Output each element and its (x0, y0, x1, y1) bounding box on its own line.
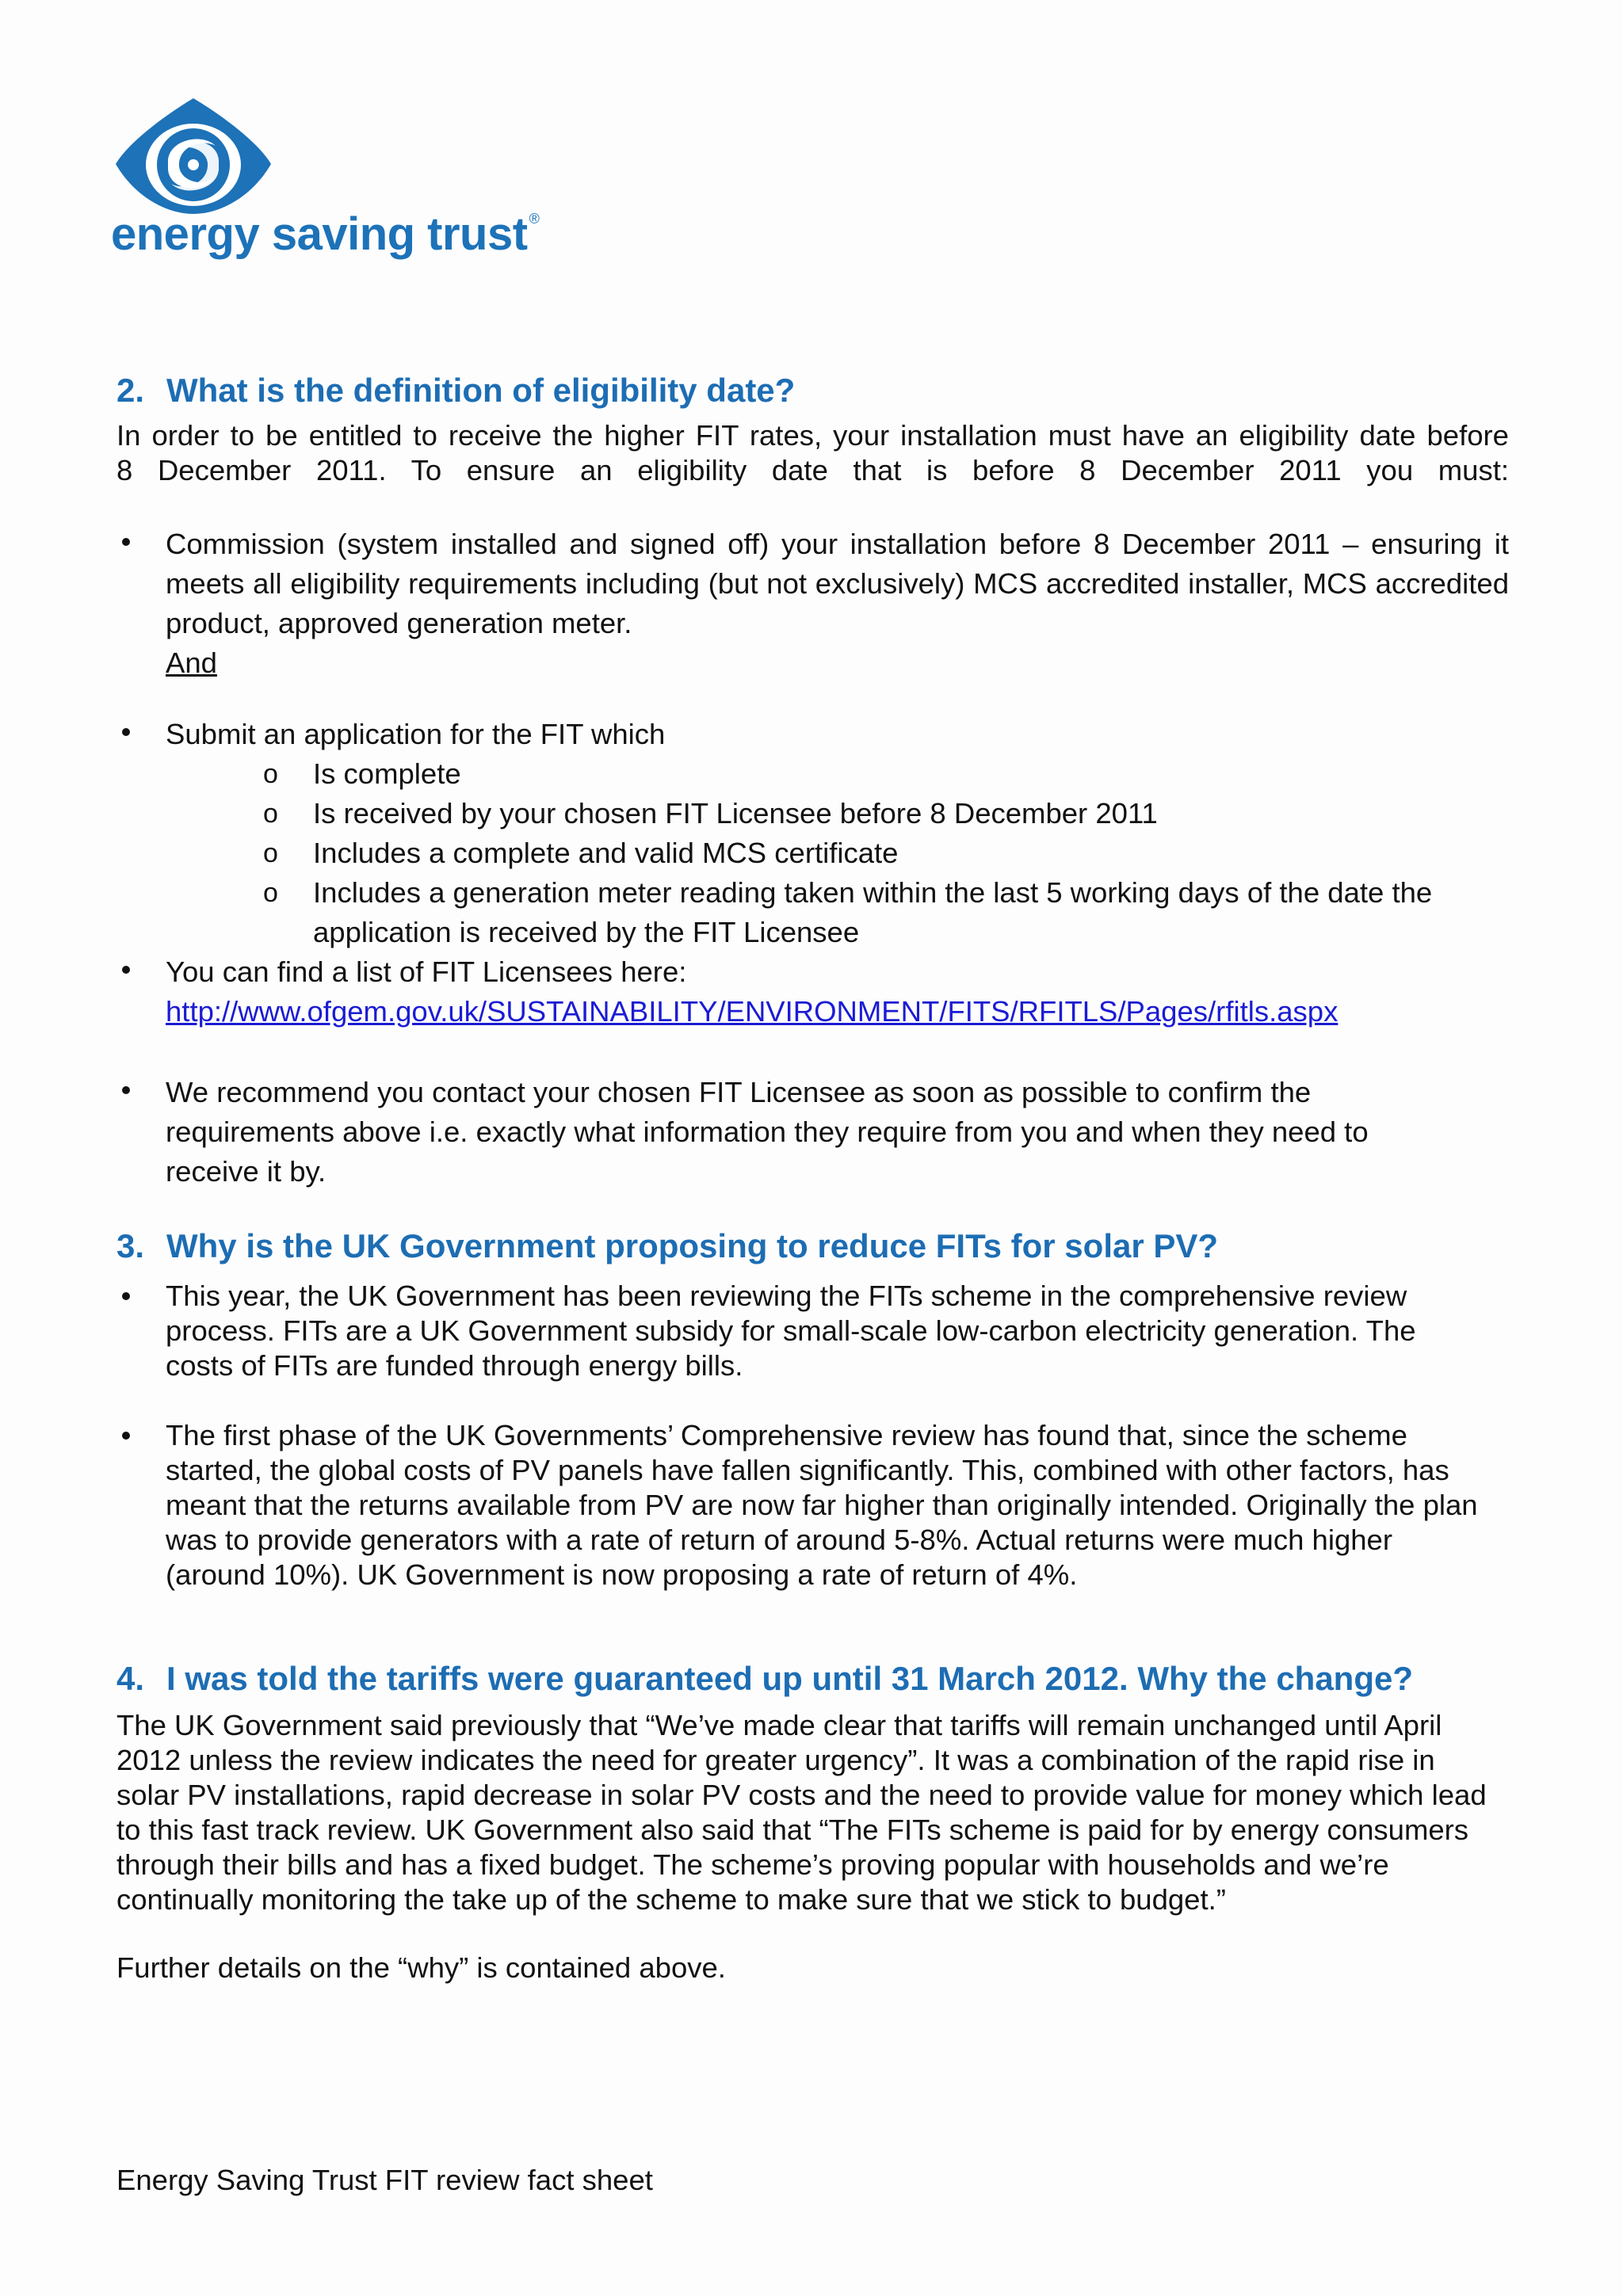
section-3-bullets (116, 1279, 1509, 1383)
intro-line-2: 8 December 2011. To ensure an eligibility date that is before 8 December 2011 you must: (116, 454, 1509, 486)
bullet-text: This year, the UK Government has been reviewing the FITs scheme in the comprehensive review process. FITs are a UK Government subsidy for small-scale low-carbon electricity generation. The costs of FITs are funded through energy bills. (166, 1280, 1416, 1382)
bullet-commission (116, 524, 1509, 683)
swirl-eye-icon (114, 97, 273, 215)
bullet-text: Submit an application for the FIT which (166, 718, 666, 750)
section-2-intro (116, 418, 1509, 453)
and-label: And (166, 646, 217, 679)
sub-item: o Includes a generation meter reading taken within the last 5 working days of the date the application is received by the FIT Licensee (263, 876, 1433, 948)
list-item (116, 1073, 1509, 1192)
logo-wordmark: energy saving trust ® (111, 208, 540, 260)
section-3-bullet-2 (116, 1418, 1509, 1592)
sub-item: o Includes a complete and valid MCS certificate (263, 837, 899, 869)
section-4-further (116, 1951, 1509, 1985)
energy-saving-trust-logo (111, 97, 571, 271)
section-4-body (116, 1708, 1509, 1917)
list-item (116, 715, 1509, 754)
ofgem-licensees-link[interactable]: http://www.ofgem.gov.uk/SUSTAINABILITY/ENVIRONMENT/FITS/RFITLS/Pages/rfitls.aspx (166, 995, 1338, 1028)
list-item (116, 1279, 1509, 1383)
bullet-recommend (116, 1073, 1509, 1192)
section-2 (116, 371, 1509, 410)
section-3 (116, 1226, 1509, 1266)
section-3-heading: 3. Why is the UK Government proposing to reduce FITs for solar PV? (116, 1227, 1219, 1264)
list-item (116, 1418, 1509, 1592)
list-item (116, 524, 1509, 683)
page-footer: Energy Saving Trust FIT review fact sheet (116, 2164, 653, 2196)
intro-line-1: In order to be entitled to receive the higher FIT rates, your installation must have an eligibility date before (116, 419, 1509, 452)
list-item (116, 952, 1509, 1032)
further-details-text: Further details on the “why” is contained above. (116, 1951, 726, 1984)
sub-item: o Is received by your chosen FIT Licensee before 8 December 2011 (263, 797, 1158, 830)
section-2-heading: 2. What is the definition of eligibility date? (116, 372, 796, 409)
bullet-submit (116, 715, 1509, 1032)
bullet-text: We recommend you contact your chosen FIT Licensee as soon as possible to confirm the requirements above i.e. exactly what information they require from you and when they need to receive it by. (166, 1076, 1369, 1188)
section-4 (116, 1659, 1509, 1699)
sub-item: o Is complete (263, 757, 461, 790)
bullet-text: Commission (system installed and signed off) your installation before 8 December 2011 – ensuring it meets all eligibility requirements including (but not exclusively) MCS accredited installer, MCS accredited product, approved generation meter. (166, 528, 1509, 639)
bullet-text: The first phase of the UK Governments’ Comprehensive review has found that, since the scheme started, the global costs of PV panels have fallen significantly. This, combined with other factors, has meant that the returns available from PV are now far higher than originally intended. Originally the plan was to provide generators with a rate of return of around 5-8%. Actual returns were much higher (around 10%). UK Government is now proposing a rate of return of 4%. (166, 1419, 1478, 1591)
section-2-intro-2 (116, 453, 1509, 488)
bullet-text: You can find a list of FIT Licensees here: (166, 955, 687, 988)
section-4-heading: 4. I was told the tariffs were guaranteed up until 31 March 2012. Why the change? (116, 1660, 1414, 1697)
section-4-paragraph: The UK Government said previously that “We’ve made clear that tariffs will remain unchanged until April 2012 unless the review indicates the need for greater urgency”. It was a combination of the rapid rise in solar PV installations, rapid decrease in solar PV costs and the need to provide value for money which lead to this fast track review. UK Government also said that “The FITs scheme is paid for by energy consumers through their bills and has a fixed budget. The scheme’s proving popular with households and we’re continually monitoring the take up of the scheme to make sure that we stick to budget.” (116, 1709, 1487, 1916)
